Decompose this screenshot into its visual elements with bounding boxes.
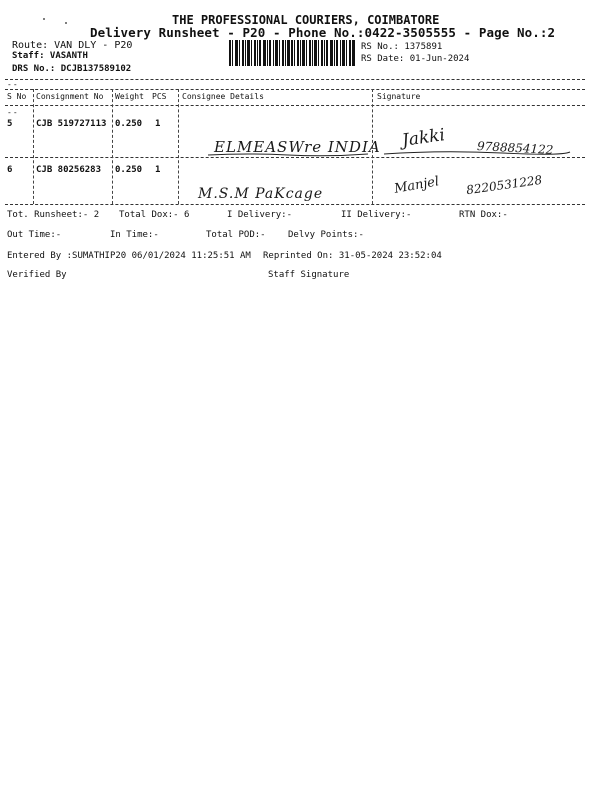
entered-by: Entered By :SUMATHIP20 06/01/2024 11:25:51 AM xyxy=(7,251,251,261)
separator-mark: -- xyxy=(7,108,19,117)
handwritten-phone: 8220531228 xyxy=(465,172,543,198)
company-name: THE PROFESSIONAL COURIERS, COIMBATORE xyxy=(172,13,440,27)
rtn-dox: RTN Dox:- xyxy=(459,210,508,220)
delvy-points: Delvy Points:- xyxy=(288,230,364,240)
route-label: Route: VAN DLY - P20 xyxy=(12,40,133,51)
rs-number: RS No.: 1375891 xyxy=(361,42,443,52)
scan-speck xyxy=(65,22,67,24)
row-consignment: CJB 80256283 xyxy=(36,165,102,175)
signature-stroke xyxy=(382,148,572,158)
total-dox: Total Dox:- 6 xyxy=(119,210,190,220)
tot-runsheet: Tot. Runsheet:- 2 xyxy=(7,210,100,220)
row-sno: 5 xyxy=(7,119,13,129)
rs-date: RS Date: 01-Jun-2024 xyxy=(361,54,470,64)
total-pod: Total POD:- xyxy=(206,230,266,240)
row-weight: 0.250 xyxy=(115,119,143,129)
row-weight: 0.250 xyxy=(115,165,143,175)
column-divider xyxy=(178,89,179,204)
handwritten-signature: Jakki xyxy=(400,125,447,151)
row-sno: 6 xyxy=(7,165,13,175)
divider xyxy=(5,105,585,106)
scan-speck xyxy=(43,18,45,20)
column-header-weight: Weight xyxy=(115,92,144,101)
column-header-pcs: PCS xyxy=(152,92,167,101)
i-delivery: I Delivery:- xyxy=(227,210,293,220)
column-header-signature: Signature xyxy=(377,92,421,101)
drs-number: DRS No.: DCJB137589102 xyxy=(12,64,132,74)
row-pcs: 1 xyxy=(155,119,161,129)
runsheet-title: Delivery Runsheet - P20 - Phone No.:0422-3505555 - Page No.:2 xyxy=(90,25,556,40)
barcode-icon xyxy=(229,40,355,66)
ii-delivery: II Delivery:- xyxy=(341,210,412,220)
divider xyxy=(5,204,585,205)
in-time: In Time:- xyxy=(110,230,159,240)
handwritten-consignee: ELMEASWre INDIA xyxy=(214,138,381,156)
separator-mark: -- xyxy=(7,80,19,89)
column-header-sno: S No xyxy=(7,92,27,101)
handwritten-underline xyxy=(208,152,368,158)
handwritten-signature: Manjel xyxy=(393,174,441,197)
verified-by: Verified By xyxy=(7,270,67,280)
handwritten-phone: 9788854122 xyxy=(476,139,554,157)
out-time: Out Time:- xyxy=(7,230,62,240)
divider xyxy=(5,89,585,90)
column-header-consignee: Consignee Details xyxy=(182,92,264,101)
handwritten-consignee: M.S.M PaKcage xyxy=(198,186,324,202)
row-consignment: CJB 519727113 xyxy=(36,119,107,129)
reprinted-on: Reprinted On: 31-05-2024 23:52:04 xyxy=(263,251,442,261)
staff-label: Staff: VASANTH xyxy=(12,51,88,61)
divider xyxy=(5,79,585,80)
staff-signature: Staff Signature xyxy=(268,270,350,280)
column-header-consignment: Consignment No xyxy=(36,92,104,101)
column-divider xyxy=(112,89,113,204)
row-pcs: 1 xyxy=(155,165,161,175)
column-divider xyxy=(33,89,34,204)
